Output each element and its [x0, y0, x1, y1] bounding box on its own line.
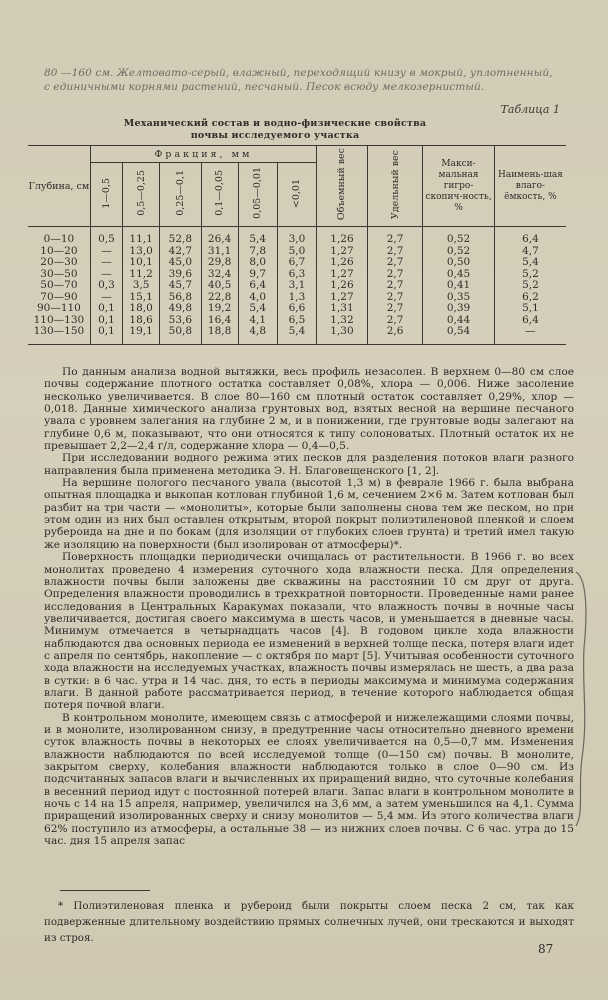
table-cell: 5,1 [494, 303, 566, 315]
depth-cell: 30—50 [40, 267, 78, 280]
table-cell: 5,4 [494, 257, 566, 269]
table-cell: 2,7 [367, 292, 422, 304]
table-cell: 19,2 [201, 303, 238, 315]
table-cell: 1,27 [317, 292, 368, 304]
table-cell: 4,8 [238, 326, 277, 344]
header-fraction-3 [160, 163, 202, 227]
page-number: 87 [538, 942, 554, 956]
table-cell: 5,4 [238, 227, 277, 246]
table-cell: 50,8 [160, 326, 202, 344]
table-cell: 45,0 [160, 257, 202, 269]
table-cell: 0,44 [423, 315, 495, 327]
table-cell: 5,0 [277, 246, 316, 258]
table-cell: 2,7 [367, 280, 422, 292]
table-cell: 2,7 [367, 227, 422, 246]
footnote: * Полиэтиленовая пленка и рубероид были покрыты слоем песка 2 см, так как подверженные длительному воздействию прямых солнечных лучей, они трескаются и выходят из строя. [44, 900, 574, 944]
table-cell: 6,4 [238, 280, 277, 292]
table-body [28, 227, 566, 345]
table-row [28, 303, 566, 315]
table-cell: 40,5 [201, 280, 238, 292]
table-cell: 56,8 [160, 292, 202, 304]
table-cell: 1,30 [317, 326, 368, 344]
header-min-moisture-capacity: Наимень-шая влаго-ёмкость, % [494, 146, 566, 227]
table-cell: 0,1 [90, 326, 122, 344]
table-cell: 42,7 [160, 246, 202, 258]
table-cell: 15,1 [123, 292, 160, 304]
depth-cell: 110—130 [33, 313, 85, 326]
depth-cell: 10—20 [40, 244, 78, 257]
header-fraction-2-text: 0,5—0,25 [135, 170, 147, 216]
table-cell: 4,1 [238, 315, 277, 327]
table-cell: 1,3 [277, 292, 316, 304]
table-cell: 31,1 [201, 246, 238, 258]
table-cell: 4,0 [238, 292, 277, 304]
table-cell: 45,7 [160, 280, 202, 292]
table-cell: 19,1 [123, 326, 160, 344]
table-cell: 11,1 [123, 227, 160, 246]
depth-cell: 50—70 [40, 279, 78, 291]
table-cell: 3,1 [277, 280, 316, 292]
table-cell: 0,35 [423, 292, 495, 304]
table-row [28, 257, 566, 269]
header-bulk-density-text: Объемный вес [336, 148, 348, 221]
table-cell: 3,5 [123, 280, 160, 292]
header-max-hygroscopicity: Макси-мальная гигро-скопич-ность, % [423, 146, 495, 227]
table-cell: 18,6 [123, 315, 160, 327]
table-cell: 32,4 [201, 269, 238, 281]
header-bulk-density [317, 146, 368, 227]
table-cell: 5,2 [494, 280, 566, 292]
depth-cell: 70—90 [40, 290, 78, 303]
table-cell: 6,7 [277, 257, 316, 269]
table-row [28, 227, 566, 246]
table-cell: 8,0 [238, 257, 277, 269]
table-cell: 1,31 [317, 303, 368, 315]
table-cell: 0,39 [423, 303, 495, 315]
header-fraction-6 [277, 163, 316, 227]
table-cell: 10,1 [123, 257, 160, 269]
table-cell: 5,4 [238, 303, 277, 315]
table-cell: 1,27 [317, 269, 368, 281]
table-cell: 0,52 [423, 227, 495, 246]
table-cell: — [90, 292, 122, 304]
table-cell: 4,7 [494, 246, 566, 258]
table-cell: 0,50 [423, 257, 495, 269]
table-cell: 16,4 [201, 315, 238, 327]
table-cell: 0,54 [423, 326, 495, 344]
table-cell: 0,1 [90, 303, 122, 315]
table-cell: 26,4 [201, 227, 238, 246]
table-cell: — [90, 246, 122, 258]
table-cell: 2,7 [367, 246, 422, 258]
depth-cell: 0—10 [43, 233, 75, 245]
table-cell: 53,6 [160, 315, 202, 327]
table-title: Механический состав и водно-физические свойства почвы исследуемого участка [123, 118, 427, 141]
header-fraction-5 [238, 163, 277, 227]
table-cell: 29,8 [201, 257, 238, 269]
table-cell: 6,4 [494, 315, 566, 327]
table-cell: 2,7 [367, 303, 422, 315]
table-cell: 0,45 [423, 269, 495, 281]
table-cell: 18,8 [201, 326, 238, 344]
table-cell: 5,4 [277, 326, 316, 344]
header-fraction-5-text: 0,05—0,01 [252, 167, 264, 219]
table-cell: 6,4 [494, 227, 566, 246]
table-cell: — [90, 257, 122, 269]
table-cell: — [90, 269, 122, 281]
table-cell: 6,3 [277, 269, 316, 281]
depth-cell: 20—30 [40, 256, 78, 268]
header-fraction-group: Фракция, мм [90, 146, 316, 163]
soil-description-line-2: с единичными корнями растений, песчаный. Песок всюду мелкозернистый. [44, 81, 485, 93]
table-cell: 0,1 [90, 315, 122, 327]
header-fraction-4-text: 0,1—0,05 [214, 170, 226, 216]
table-cell: 22,8 [201, 292, 238, 304]
table-cell: 6,2 [494, 292, 566, 304]
header-specific-gravity-text: Удельный вес [389, 149, 401, 220]
header-fraction-6-text: <0,01 [291, 178, 303, 208]
soil-properties-table [28, 145, 566, 345]
header-fraction-2 [123, 163, 160, 227]
table-number: Таблица 1 [500, 103, 560, 116]
table-cell: 2,7 [367, 257, 422, 269]
table-cell: 0,41 [423, 280, 495, 292]
table-cell: 13,0 [123, 246, 160, 258]
table-cell: 5,2 [494, 269, 566, 281]
table-cell: 52,8 [160, 227, 202, 246]
table-cell: 1,26 [317, 227, 368, 246]
table-cell: 1,32 [317, 315, 368, 327]
table-cell: 2,6 [367, 326, 422, 344]
paragraph-3: На вершине пологого песчаного увала (высотой 1,3 м) в феврале 1966 г. была выбрана опытная площадка и выкопан котлован глубиной 1,6 м, сечением 2×6 м. Затем котлован был разбит на три части — «монолиты», которые были заполнены снова тем же песком, но при этом один из них был оставлен открытым, второй покрыт полиэтиленовой пленкой и слоем рубероида на дне и по бокам (для изоляции от глубоких слоев грунта) и третий имел такую же изоляцию на поверхности (был изолирован от атмосферы)*. [44, 477, 574, 551]
table-cell: 0,3 [90, 280, 122, 292]
table-cell: 39,6 [160, 269, 202, 281]
table-cell: 9,7 [238, 269, 277, 281]
header-fraction-3-text: 0,25—0,1 [174, 170, 186, 216]
table-cell: 2,7 [367, 315, 422, 327]
table-cell: 1,27 [317, 246, 368, 258]
table-cell: 3,0 [277, 227, 316, 246]
table-cell: 2,7 [367, 269, 422, 281]
paragraph-4: Поверхность площадки периодически очищалась от растительности. В 1966 г. во всех монолитах проведено 4 измерения суточного хода влажности песка. Для определения влажности почвы были заложены две скважины на расстоянии 10 см друг от друга. Определения влажности проводились в трехкратной повторности. Проведенные нами ранее исследования в Центральных Каракумах показали, что влажность почвы в ночные часы увеличивается, достигая своего максимума в шесть часов, и уменьшается в дневные часы. Минимум отмечается в четырнадцать часов [4]. В годовом цикле хода влажности наблюдаются два основных периода ее изменений в верхней толще песка, потеря влаги идет с апреля по сентябрь, накопление — с октября по март [5]. Учитывая особенности суточного хода влажности на исследуемых участках, влажность почвы измерялась не шесть, а два раза в сутки: в 6 час. утра и 14 час. дня, то есть в периоды максимума и минимума содержания влаги. В данной работе рассматривается период, в течение которого наблюдается общая потеря почвой влаги. [44, 551, 574, 712]
soil-description [44, 66, 564, 94]
soil-description-line-1: 80 —160 см. Желтовато-серый, влажный, переходящий книзу в мокрый, уплотненный, [44, 67, 553, 79]
header-fraction-1 [90, 163, 122, 227]
paragraph-5: В контрольном монолите, имеющем связь с атмосферой и нижележащими слоями почвы, и в монолите, изолированном снизу, в предутренние часы относительно дневного времени суток влажность почвы в некоторых ее слоях увеличивается на 0,5—0,7 мм. Изменения влажности наблюдаются по всей исследуемой толще (0—150 см) почвы. В монолите, закрытом сверху, колебания влажности наблюдаются только в слое 0—90 см. Из подсчитанных запасов влаги и вычисленных их приращений видно, что суточные колебания в весенний период идут с постоянной потерей влаги. Запас влаги в контрольном монолите в ночь с 14 на 15 апреля, например, увеличился на 3,6 мм, а затем уменьшился на 4,1. Сумма приращений изолированных сверху и снизу монолитов — 5,4 мм. Из этого количества влаги 62% поступило из атмосферы, а остальные 38 — из нижних слоев почвы. С 6 час. утра до 15 час. дня 15 апреля запас [44, 711, 574, 848]
depth-cell: 90—110 [36, 302, 81, 314]
table-cell: 0,5 [90, 227, 122, 246]
footnote-rule [60, 890, 150, 891]
table-row [28, 280, 566, 292]
header-depth: Глубина, см [28, 146, 90, 227]
depth-cell: 130—150 [28, 326, 90, 344]
table-cell: 1,26 [317, 280, 368, 292]
table-cell: 18,0 [123, 303, 160, 315]
table-cell: 6,6 [277, 303, 316, 315]
body-text [44, 366, 574, 847]
header-fraction-1-text: 1—0,5 [100, 177, 112, 209]
table-cell: 49,8 [160, 303, 202, 315]
header-specific-gravity [367, 146, 422, 227]
paragraph-2: При исследовании водного режима этих песков для разделения потоков влаги разного направления была применена методика Э. Н. Благовещенского [1, 2]. [44, 452, 574, 477]
table-cell: 11,2 [123, 269, 160, 281]
table-cell: — [494, 326, 566, 344]
paragraph-1: По данным анализа водной вытяжки, весь профиль незасолен. В верхнем 0—80 см слое почвы содержание плотного остатка составляет 0,08%, хлора — 0,006. Ниже засоление несколько увеличивается. В слое 80—160 см плотный остаток составляет 0,29%, хлор — 0,018. Данные химического анализа грунтовых вод, взятых весной на вершине песчаного увала с уровнем залегания на глубине 2 м, и в понижении, где грунтовые воды залегают на глубине 0,6 м, показывают, что они относятся к типу солоноватых. Плотный остаток их не превышает 2,2—2,4 г/л, содержание хлора — 0,4—0,5. [44, 366, 574, 453]
table-cell: 6,5 [277, 315, 316, 327]
header-fraction-4 [201, 163, 238, 227]
table-cell: 7,8 [238, 246, 277, 258]
table-cell: 1,26 [317, 257, 368, 269]
table-cell: 0,52 [423, 246, 495, 258]
table-row [28, 326, 566, 344]
pencil-margin-bracket [570, 568, 594, 830]
